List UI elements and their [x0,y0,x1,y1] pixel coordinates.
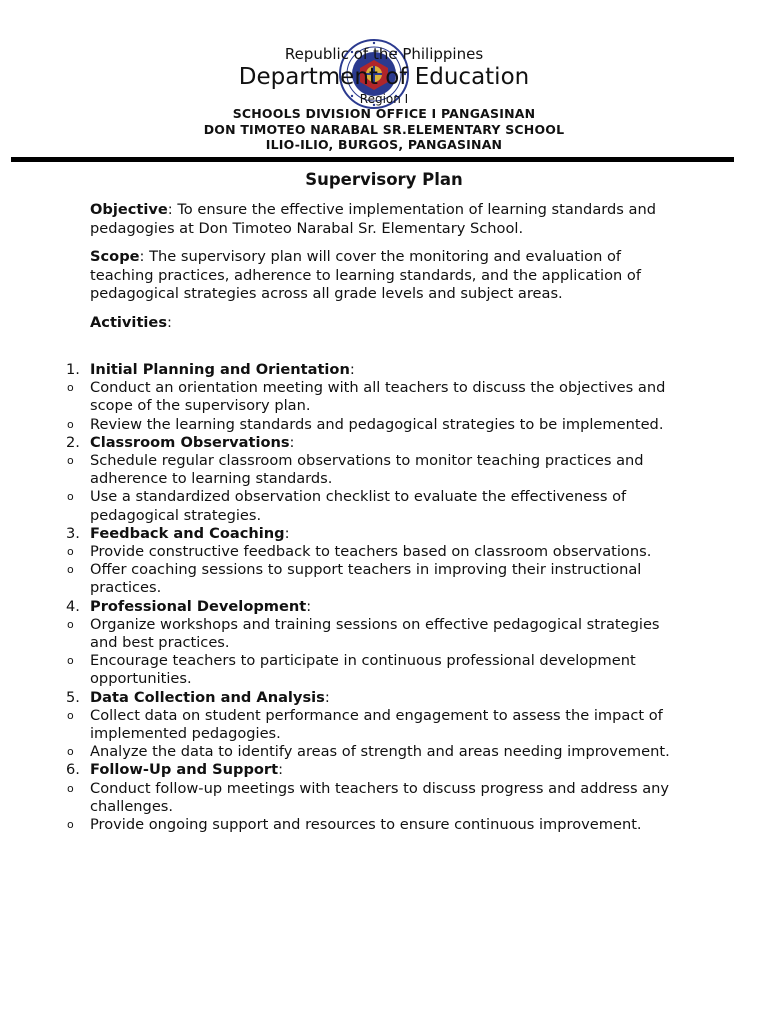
activity-title-colon: : [278,761,284,779]
activity-point [0,452,680,488]
bullet-icon: o [67,563,74,577]
activity-title: Data Collection and Analysis [90,688,325,706]
activity-point-text: Provide ongoing support and resources to ensure continuous improvement. [90,816,642,834]
activity-number: 5. [66,688,80,706]
activity-point-text: Encourage teachers to participate in continuous professional development opportunities. [90,652,636,688]
activity-item [0,689,680,707]
activity-point-text: Review the learning standards and pedagogical strategies to be implemented. [90,415,664,433]
region-label: Region I [359,92,409,106]
activity-title: Follow-Up and Support [90,761,279,779]
activity-point-text: Conduct an orientation meeting with all teachers to discuss the objectives and scope of the supervisory plan. [90,379,666,415]
republic-heading: Republic of the Philippines [284,45,484,63]
activity-point-text: Analyze the data to identify areas of strength and areas needing improvement. [90,743,670,761]
activities-colon: : [167,314,172,331]
activity-title-colon: : [349,361,355,378]
activity-point-text: Provide constructive feedback to teachers based on classroom observations. [90,543,652,561]
header-divider [11,157,734,162]
activity-item [0,598,680,616]
activity-point [0,652,680,688]
activity-point-text: Conduct follow-up meetings with teachers to discuss progress and address any challenges. [90,779,670,815]
school-name-line: DON TIMOTEO NARABAL SR.ELEMENTARY SCHOOL [203,122,565,137]
bullet-icon: o [67,818,74,832]
division-office-line: SCHOOLS DIVISION OFFICE I PANGASINAN [232,106,536,121]
bullet-icon: o [67,490,74,504]
activity-point [0,416,680,434]
activity-point-text: Schedule regular classroom observations to monitor teaching practices and adherence to learning standards. [90,452,644,488]
activity-title-colon: : [289,433,295,451]
bullet-icon: o [67,617,74,631]
bullet-icon: o [67,454,74,468]
activity-title: Classroom Observations [90,433,290,451]
activity-point [0,561,680,597]
activity-point [0,543,680,561]
activity-title-colon: : [324,688,330,706]
scope-label: Scope [90,248,140,265]
activity-item [0,525,680,543]
bullet-icon: o [67,417,74,431]
activity-point [0,780,680,816]
activity-title-colon: : [284,524,290,542]
bullet-icon: o [67,654,74,668]
activity-item [0,361,680,379]
activity-item [0,434,680,452]
activity-number: 4. [66,597,80,615]
activity-point-text: Organize workshops and training sessions on effective pedagogical strategies and best practices. [90,615,660,652]
document-title: Supervisory Plan [305,170,463,189]
scope-text: : The supervisory plan will cover the monitoring and evaluation of teaching practices, adherence to learning standards, and the application of pedagogical strategies across all grade levels and subject areas. [90,248,641,302]
activity-title: Feedback and Coaching [90,524,285,542]
activity-point-text: Collect data on student performance and engagement to assess the impact of implemented pedagogies. [90,706,663,743]
activity-number: 2. [66,433,80,451]
bullet-icon: o [67,781,74,795]
bullet-icon: o [67,545,74,559]
bullet-icon: o [67,708,74,722]
activity-title-colon: : [306,597,312,615]
activity-point-text: Offer coaching sessions to support teachers in improving their instructional practices. [90,561,642,597]
bullet-icon: o [67,381,74,395]
activity-point-text: Use a standardized observation checklist to evaluate the effectiveness of pedagogical strategies. [90,488,627,524]
activity-item [0,761,680,779]
scope-paragraph [90,248,680,304]
activities-heading [90,314,680,333]
activity-point [0,743,680,761]
objective-label: Objective [90,201,168,218]
activity-point [0,616,680,652]
activity-point [0,816,680,834]
bullet-icon: o [67,745,74,759]
activity-title: Initial Planning and Orientation [90,361,350,378]
activity-number: 6. [66,761,80,779]
activity-number: 1. [66,361,80,378]
school-address-line: ILIO-ILIO, BURGOS, PANGASINAN [265,137,503,152]
activities-list [0,361,768,834]
activity-point [0,707,680,743]
activity-point [0,379,680,415]
activity-number: 3. [66,524,80,542]
activities-label: Activities [90,314,168,331]
department-heading: Department of Education [238,64,530,90]
objective-paragraph [90,201,680,238]
activity-point [0,488,680,524]
objective-text: : To ensure the effective implementation of learning standards and pedagogies at Don Timoteo Narabal Sr. Elementary School. [90,201,656,237]
activity-title: Professional Development [90,597,307,615]
